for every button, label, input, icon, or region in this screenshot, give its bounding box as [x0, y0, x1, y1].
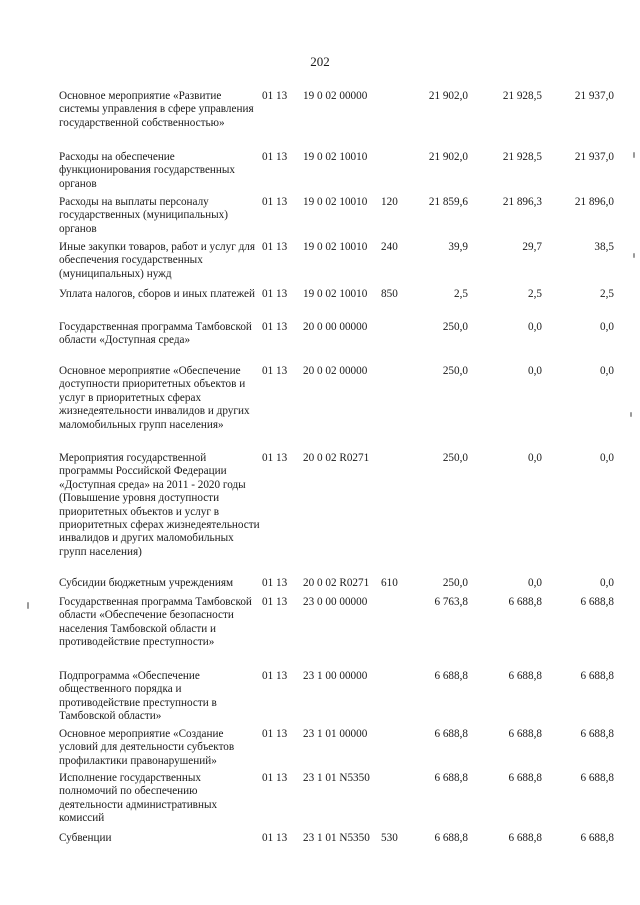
row-value-3: 2,5 [600, 288, 614, 300]
row-name: Государственная программа Тамбовской области «Обеспечение безопасности населения Тамбовской области и противодействие преступности» [59, 596, 252, 649]
row-target: 19 0 02 00000 [303, 90, 368, 102]
row-target: 23 1 01 N5350 [303, 772, 370, 784]
row-section: 01 13 [262, 832, 288, 844]
row-section: 01 13 [262, 196, 288, 208]
row-value-2: 29,7 [522, 241, 542, 253]
row-value-2: 6 688,8 [508, 670, 542, 682]
row-value-1: 21 902,0 [428, 90, 468, 102]
scan-speck [27, 602, 29, 609]
row-value-2: 0,0 [528, 577, 542, 589]
row-vr: 610 [381, 577, 398, 589]
row-name: Государственная программа Тамбовской области «Доступная среда» [59, 321, 252, 347]
row-target: 20 0 02 00000 [303, 365, 368, 377]
row-section: 01 13 [262, 728, 288, 740]
row-value-3: 0,0 [600, 452, 614, 464]
row-value-3: 21 937,0 [574, 90, 614, 102]
row-vr: 530 [381, 832, 398, 844]
row-name: Субвенции [59, 832, 112, 844]
row-value-1: 6 688,8 [434, 670, 468, 682]
row-value-2: 21 928,5 [502, 151, 542, 163]
row-value-2: 6 688,8 [508, 832, 542, 844]
row-section: 01 13 [262, 577, 288, 589]
row-vr: 120 [381, 196, 398, 208]
row-name: Иные закупки товаров, работ и услуг для обеспечения государственных (муниципальных) нужд [59, 241, 256, 280]
row-value-1: 250,0 [442, 321, 468, 333]
row-value-2: 21 928,5 [502, 90, 542, 102]
row-name: Расходы на выплаты персоналу государственных (муниципальных) органов [59, 196, 228, 235]
row-section: 01 13 [262, 772, 288, 784]
row-value-3: 6 688,8 [580, 728, 614, 740]
row-value-2: 0,0 [528, 365, 542, 377]
row-value-3: 0,0 [600, 577, 614, 589]
row-value-1: 250,0 [442, 365, 468, 377]
row-target: 20 0 02 R0271 [303, 452, 370, 464]
row-section: 01 13 [262, 241, 288, 253]
row-value-1: 21 859,6 [428, 196, 468, 208]
row-value-3: 6 688,8 [580, 832, 614, 844]
row-target: 23 1 00 00000 [303, 670, 368, 682]
row-vr: 240 [381, 241, 398, 253]
row-value-2: 0,0 [528, 452, 542, 464]
row-value-1: 6 688,8 [434, 728, 468, 740]
row-name: Основное мероприятие «Обеспечение доступности приоритетных объектов и услуг в приоритетных сферах жизнедеятельности инвалидов и других маломобильных групп населения» [59, 365, 250, 431]
row-target: 23 1 01 N5350 [303, 832, 370, 844]
row-value-2: 6 688,8 [508, 728, 542, 740]
row-name: Расходы на обеспечение функционирования государственных органов [59, 151, 235, 190]
row-vr: 850 [381, 288, 398, 300]
row-value-3: 38,5 [594, 241, 614, 253]
row-name: Мероприятия государственной программы Российской Федерации «Доступная среда» на 2011 - 2020 годы (Повышение уровня доступности приоритетных объектов и услуг в приоритетных сферах жизнедеятельности инвалидов и других маломобильных групп населения) [59, 452, 260, 558]
row-value-3: 21 896,0 [574, 196, 614, 208]
row-section: 01 13 [262, 452, 288, 464]
scan-speck [633, 152, 635, 158]
row-value-1: 6 688,8 [434, 772, 468, 784]
row-value-1: 39,9 [448, 241, 468, 253]
row-name: Субсидии бюджетным учреждениям [59, 577, 234, 589]
row-name: Основное мероприятие «Создание условий для деятельности субъектов профилактики правонарушений» [59, 728, 235, 767]
row-target: 20 0 02 R0271 [303, 577, 370, 589]
row-value-1: 21 902,0 [428, 151, 468, 163]
row-target: 19 0 02 10010 [303, 288, 368, 300]
row-section: 01 13 [262, 670, 288, 682]
row-target: 23 1 01 00000 [303, 728, 368, 740]
row-value-2: 6 688,8 [508, 772, 542, 784]
row-value-1: 6 688,8 [434, 832, 468, 844]
row-name: Подпрограмма «Обеспечение общественного порядка и противодействие преступности в Тамбовской области» [59, 670, 217, 723]
row-value-2: 21 896,3 [502, 196, 542, 208]
row-value-2: 2,5 [528, 288, 542, 300]
row-name: Основное мероприятие «Развитие системы управления в сфере управления государственной собственностью» [59, 90, 254, 129]
row-section: 01 13 [262, 596, 288, 608]
row-name: Исполнение государственных полномочий по обеспечению деятельности административных комиссий [59, 772, 218, 825]
row-value-1: 2,5 [454, 288, 468, 300]
page-number: 202 [310, 54, 330, 69]
row-value-3: 0,0 [600, 365, 614, 377]
row-value-3: 0,0 [600, 321, 614, 333]
row-section: 01 13 [262, 321, 288, 333]
row-target: 19 0 02 10010 [303, 151, 368, 163]
row-target: 23 0 00 00000 [303, 596, 368, 608]
row-target: 19 0 02 10010 [303, 241, 368, 253]
scan-speck [633, 253, 635, 258]
row-value-3: 6 688,8 [580, 596, 614, 608]
row-value-3: 6 688,8 [580, 772, 614, 784]
row-section: 01 13 [262, 151, 288, 163]
row-value-2: 0,0 [528, 321, 542, 333]
row-name: Уплата налогов, сборов и иных платежей [59, 288, 255, 300]
row-value-1: 250,0 [442, 577, 468, 589]
scan-speck [630, 412, 632, 417]
row-section: 01 13 [262, 288, 288, 300]
row-value-1: 6 763,8 [434, 596, 468, 608]
row-target: 19 0 02 10010 [303, 196, 368, 208]
row-section: 01 13 [262, 90, 288, 102]
row-value-2: 6 688,8 [508, 596, 542, 608]
row-section: 01 13 [262, 365, 288, 377]
row-value-3: 21 937,0 [574, 151, 614, 163]
row-value-1: 250,0 [442, 452, 468, 464]
row-target: 20 0 00 00000 [303, 321, 368, 333]
row-value-3: 6 688,8 [580, 670, 614, 682]
